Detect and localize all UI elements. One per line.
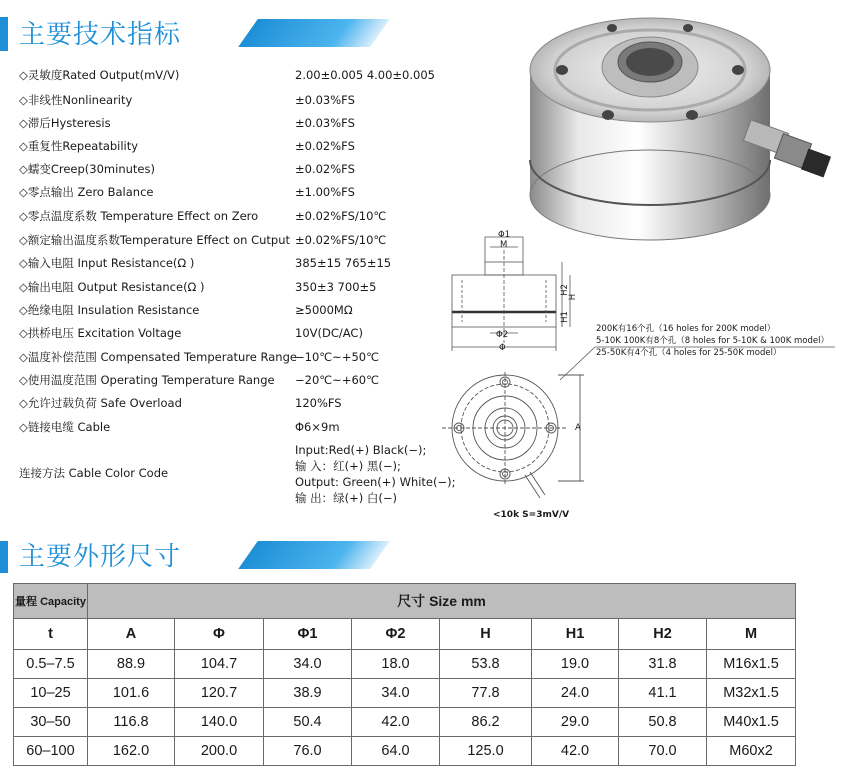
table-cell: 10–25 [14, 679, 88, 708]
spec-label: ◇零点输出 Zero Balance [19, 185, 154, 199]
spec-row [19, 392, 499, 414]
spec-label: ◇蠕变Creep(30minutes) [19, 162, 155, 176]
spec-value: 2.00±0.005 4.00±0.005 [295, 68, 435, 82]
spec-row [19, 346, 499, 368]
spec-label: ◇零点温度系数 Temperature Effect on Zero [19, 209, 259, 223]
table-cell: 76.0 [264, 737, 352, 766]
dim-phi2: Φ2 [496, 330, 509, 340]
cable-line: 输 入：红(+) 黑(−); [295, 459, 401, 473]
spec-row [19, 416, 499, 438]
spec-row [19, 229, 499, 251]
table-cell: 53.8 [440, 650, 532, 679]
table-cell: 88.9 [88, 650, 175, 679]
table-row [14, 650, 796, 679]
table-cell: 0.5–7.5 [14, 650, 88, 679]
table-cell: 38.9 [264, 679, 352, 708]
dim-a: A [575, 423, 581, 433]
table-cell: M40x1.5 [707, 708, 796, 737]
spec-value: ±0.03%FS [295, 93, 355, 107]
section-title-dimensions: 主要外形尺寸 [19, 542, 182, 572]
load-cell-photo [520, 10, 847, 250]
spec-label: ◇灵敏度Rated Output(mV/V) [19, 68, 180, 82]
spec-value: −20℃~+60℃ [295, 373, 380, 387]
spec-value: 385±15 765±15 [295, 256, 392, 270]
spec-value: 120%FS [295, 396, 342, 410]
section-decoration-strip [238, 19, 390, 47]
table-cell: 86.2 [440, 708, 532, 737]
table-cell: 19.0 [532, 650, 619, 679]
spec-label: ◇拱桥电压 Excitation Voltage [19, 326, 182, 340]
spec-value: 350±3 700±5 [295, 280, 377, 294]
spec-value: ±0.02%FS/10℃ [295, 209, 387, 223]
section-accent-bar [0, 17, 8, 51]
table-cell: 29.0 [532, 708, 619, 737]
table-cell: 18.0 [352, 650, 440, 679]
table-cell: 41.1 [619, 679, 707, 708]
column-header: Φ1 [264, 619, 352, 650]
section-title-specs: 主要技术指标 [19, 20, 182, 50]
column-header: Φ2 [352, 619, 440, 650]
hole-note-leader [560, 335, 840, 385]
column-header: t [14, 619, 88, 650]
spec-label: ◇输入电阻 Input Resistance(Ω ) [19, 256, 195, 270]
spec-row [19, 369, 499, 391]
size-table [13, 583, 796, 766]
spec-row [19, 299, 499, 321]
table-cell: 60–100 [14, 737, 88, 766]
hole-note: 25-50K有4个孔（4 holes for 25-50K model） [596, 348, 782, 358]
cable-line: Output: Green(+) White(−); [295, 475, 456, 489]
section-decoration-strip [238, 541, 390, 569]
hole-note: 5-10K 100K有8个孔（8 holes for 5-10K & 100K model） [596, 336, 829, 346]
table-cell: 162.0 [88, 737, 175, 766]
spec-row [19, 64, 499, 86]
spec-label: ◇使用温度范围 Operating Temperature Range [19, 373, 275, 387]
table-cell: 42.0 [352, 708, 440, 737]
table-cell: M60x2 [707, 737, 796, 766]
table-cell: 64.0 [352, 737, 440, 766]
dim-m: M [500, 240, 508, 250]
table-cell: 34.0 [352, 679, 440, 708]
cable-code-label: 连接方法 Cable Color Code [19, 466, 169, 480]
spec-value: −10℃~+50℃ [295, 350, 380, 364]
table-cell: 50.8 [619, 708, 707, 737]
table-row [14, 708, 796, 737]
spec-row [19, 276, 499, 298]
spec-row [19, 252, 499, 274]
column-header-row [14, 619, 796, 650]
table-cell: 31.8 [619, 650, 707, 679]
spec-label: ◇允许过载负荷 Safe Overload [19, 396, 182, 410]
spec-value: ≥5000MΩ [295, 303, 353, 317]
spec-row [19, 181, 499, 203]
table-cell: 34.0 [264, 650, 352, 679]
spec-value: 10V(DC/AC) [295, 326, 363, 340]
spec-label: ◇链接电缆 Cable [19, 420, 111, 434]
spec-row [19, 158, 499, 180]
spec-value: ±0.02%FS [295, 162, 355, 176]
size-header: 尺寸 Size mm [88, 584, 796, 619]
table-cell: M16x1.5 [707, 650, 796, 679]
table-cell: 77.8 [440, 679, 532, 708]
spec-row [19, 135, 499, 157]
hole-note: 200K有16个孔（16 holes for 200K model） [596, 324, 776, 334]
column-header: A [88, 619, 175, 650]
spec-label: ◇绝缘电阻 Insulation Resistance [19, 303, 200, 317]
spec-label: ◇输出电阻 Output Resistance(Ω ) [19, 280, 205, 294]
spec-label: ◇滞后Hysteresis [19, 116, 111, 130]
drawing-note: <10k S=3mV/V [493, 510, 570, 520]
table-cell: 50.4 [264, 708, 352, 737]
table-cell: M32x1.5 [707, 679, 796, 708]
column-header: M [707, 619, 796, 650]
spec-value: ±0.03%FS [295, 116, 355, 130]
spec-label: ◇重复性Repeatability [19, 139, 139, 153]
spec-label: ◇非线性Nonlinearity [19, 93, 133, 107]
dim-h2: H2 [559, 284, 570, 296]
column-header: H [440, 619, 532, 650]
spec-row [19, 112, 499, 134]
table-cell: 104.7 [175, 650, 264, 679]
dim-h: H [568, 293, 579, 301]
table-cell: 140.0 [175, 708, 264, 737]
top-view-drawing [440, 370, 590, 510]
column-header: H1 [532, 619, 619, 650]
table-cell: 30–50 [14, 708, 88, 737]
spec-row [19, 89, 499, 111]
spec-label: ◇额定输出温度系数Temperature Effect on Cutput [19, 233, 291, 247]
table-row [14, 737, 796, 766]
column-header: H2 [619, 619, 707, 650]
spec-value: ±1.00%FS [295, 185, 355, 199]
capacity-header: 量程 Capacity [14, 584, 88, 619]
table-cell: 116.8 [88, 708, 175, 737]
spec-row [19, 205, 499, 227]
spec-value: ±0.02%FS [295, 139, 355, 153]
table-cell: 101.6 [88, 679, 175, 708]
table-cell: 200.0 [175, 737, 264, 766]
section-accent-bar [0, 541, 8, 573]
spec-label: ◇温度补偿范围 Compensated Temperature Range [19, 350, 297, 364]
table-cell: 120.7 [175, 679, 264, 708]
cable-code-lines [295, 442, 456, 506]
dim-phi1: Φ1 [498, 230, 511, 240]
table-cell: 125.0 [440, 737, 532, 766]
spec-row [19, 322, 499, 344]
dim-phi: Φ [499, 343, 506, 353]
cable-line: Input:Red(+) Black(−); [295, 443, 427, 457]
table-body [14, 650, 796, 766]
cable-line: 输 出：绿(+) 白(−) [295, 491, 398, 505]
table-cell: 42.0 [532, 737, 619, 766]
column-header: Φ [175, 619, 264, 650]
dim-h1: H1 [559, 311, 570, 323]
table-cell: 70.0 [619, 737, 707, 766]
spec-value: ±0.02%FS/10℃ [295, 233, 387, 247]
table-row [14, 679, 796, 708]
spec-value: Φ6×9m [295, 420, 340, 434]
table-cell: 24.0 [532, 679, 619, 708]
